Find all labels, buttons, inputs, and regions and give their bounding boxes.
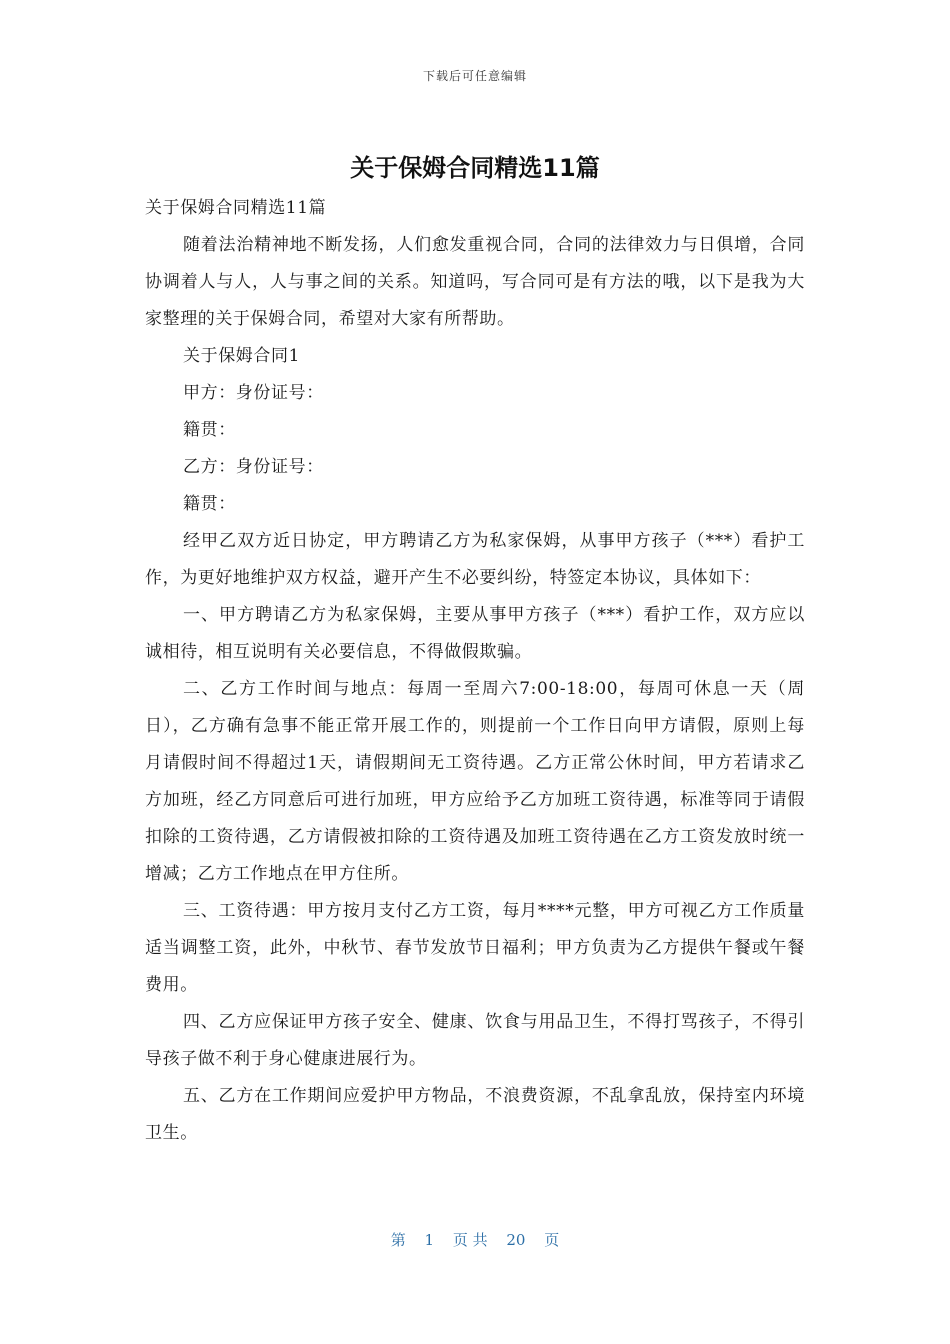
- footer-page-current: 1: [424, 1231, 435, 1249]
- document-body: [145, 190, 805, 1152]
- page-header-note: 下载后可任意编辑: [422, 69, 527, 83]
- footer-label-middle: 页 共: [452, 1231, 488, 1249]
- body-paragraph: 三、工资待遇：甲方按月支付乙方工资，每月****元整，甲方可视乙方工作质量适当调整工资，此外，中秋节、春节发放节日福利；甲方负责为乙方提供午餐或午餐费用。: [145, 901, 805, 995]
- footer-label-suffix: 页: [544, 1231, 560, 1249]
- body-paragraph: 二、乙方工作时间与地点：每周一至周六7:00-18:00，每周可休息一天（周日），乙方确有急事不能正常开展工作的，则提前一个工作日向甲方请假，原则上每月请假时间不得超过1天，请假期间无工资待遇。乙方正常公休时间，甲方若请求乙方加班，经乙方同意后可进行加班，甲方应给予乙方加班工资待遇，标准等同于请假扣除的工资待遇，乙方请假被扣除的工资待遇及加班工资待遇在乙方工资发放时统一增减；乙方工作地点在甲方住所。: [145, 679, 805, 884]
- page-footer: [0, 1229, 950, 1250]
- body-paragraph: 一、甲方聘请乙方为私家保姆，主要从事甲方孩子（***）看护工作，双方应以诚相待，相互说明有关必要信息，不得做假欺骗。: [145, 605, 805, 662]
- body-paragraph: 经甲乙双方近日协定，甲方聘请乙方为私家保姆，从事甲方孩子（***）看护工作，为更好地维护双方权益，避开产生不必要纠纷，特签定本协议，具体如下：: [145, 531, 805, 588]
- body-paragraph: 关于保姆合同1: [183, 346, 301, 366]
- footer-page-total: 20: [506, 1231, 526, 1249]
- body-paragraph: 四、乙方应保证甲方孩子安全、健康、饮食与用品卫生，不得打骂孩子，不得引导孩子做不利于身心健康进展行为。: [145, 1012, 805, 1069]
- body-paragraph: 关于保姆合同精选11篇: [145, 198, 327, 218]
- body-paragraph: 五、乙方在工作期间应爱护甲方物品，不浪费资源，不乱拿乱放，保持室内环境卫生。: [145, 1086, 805, 1143]
- document-title: 关于保姆合同精选11篇: [350, 154, 600, 182]
- body-paragraph: 甲方：身份证号：: [183, 383, 324, 403]
- body-paragraph: 籍贯：: [183, 420, 236, 440]
- footer-label-prefix: 第: [390, 1231, 406, 1249]
- body-paragraph: 籍贯：: [183, 494, 236, 514]
- body-paragraph: 随着法治精神地不断发扬，人们愈发重视合同，合同的法律效力与日俱增，合同协调着人与人，人与事之间的关系。知道吗，写合同可是有方法的哦，以下是我为大家整理的关于保姆合同，希望对大家有所帮助。: [145, 235, 805, 329]
- body-paragraph: 乙方：身份证号：: [183, 457, 324, 477]
